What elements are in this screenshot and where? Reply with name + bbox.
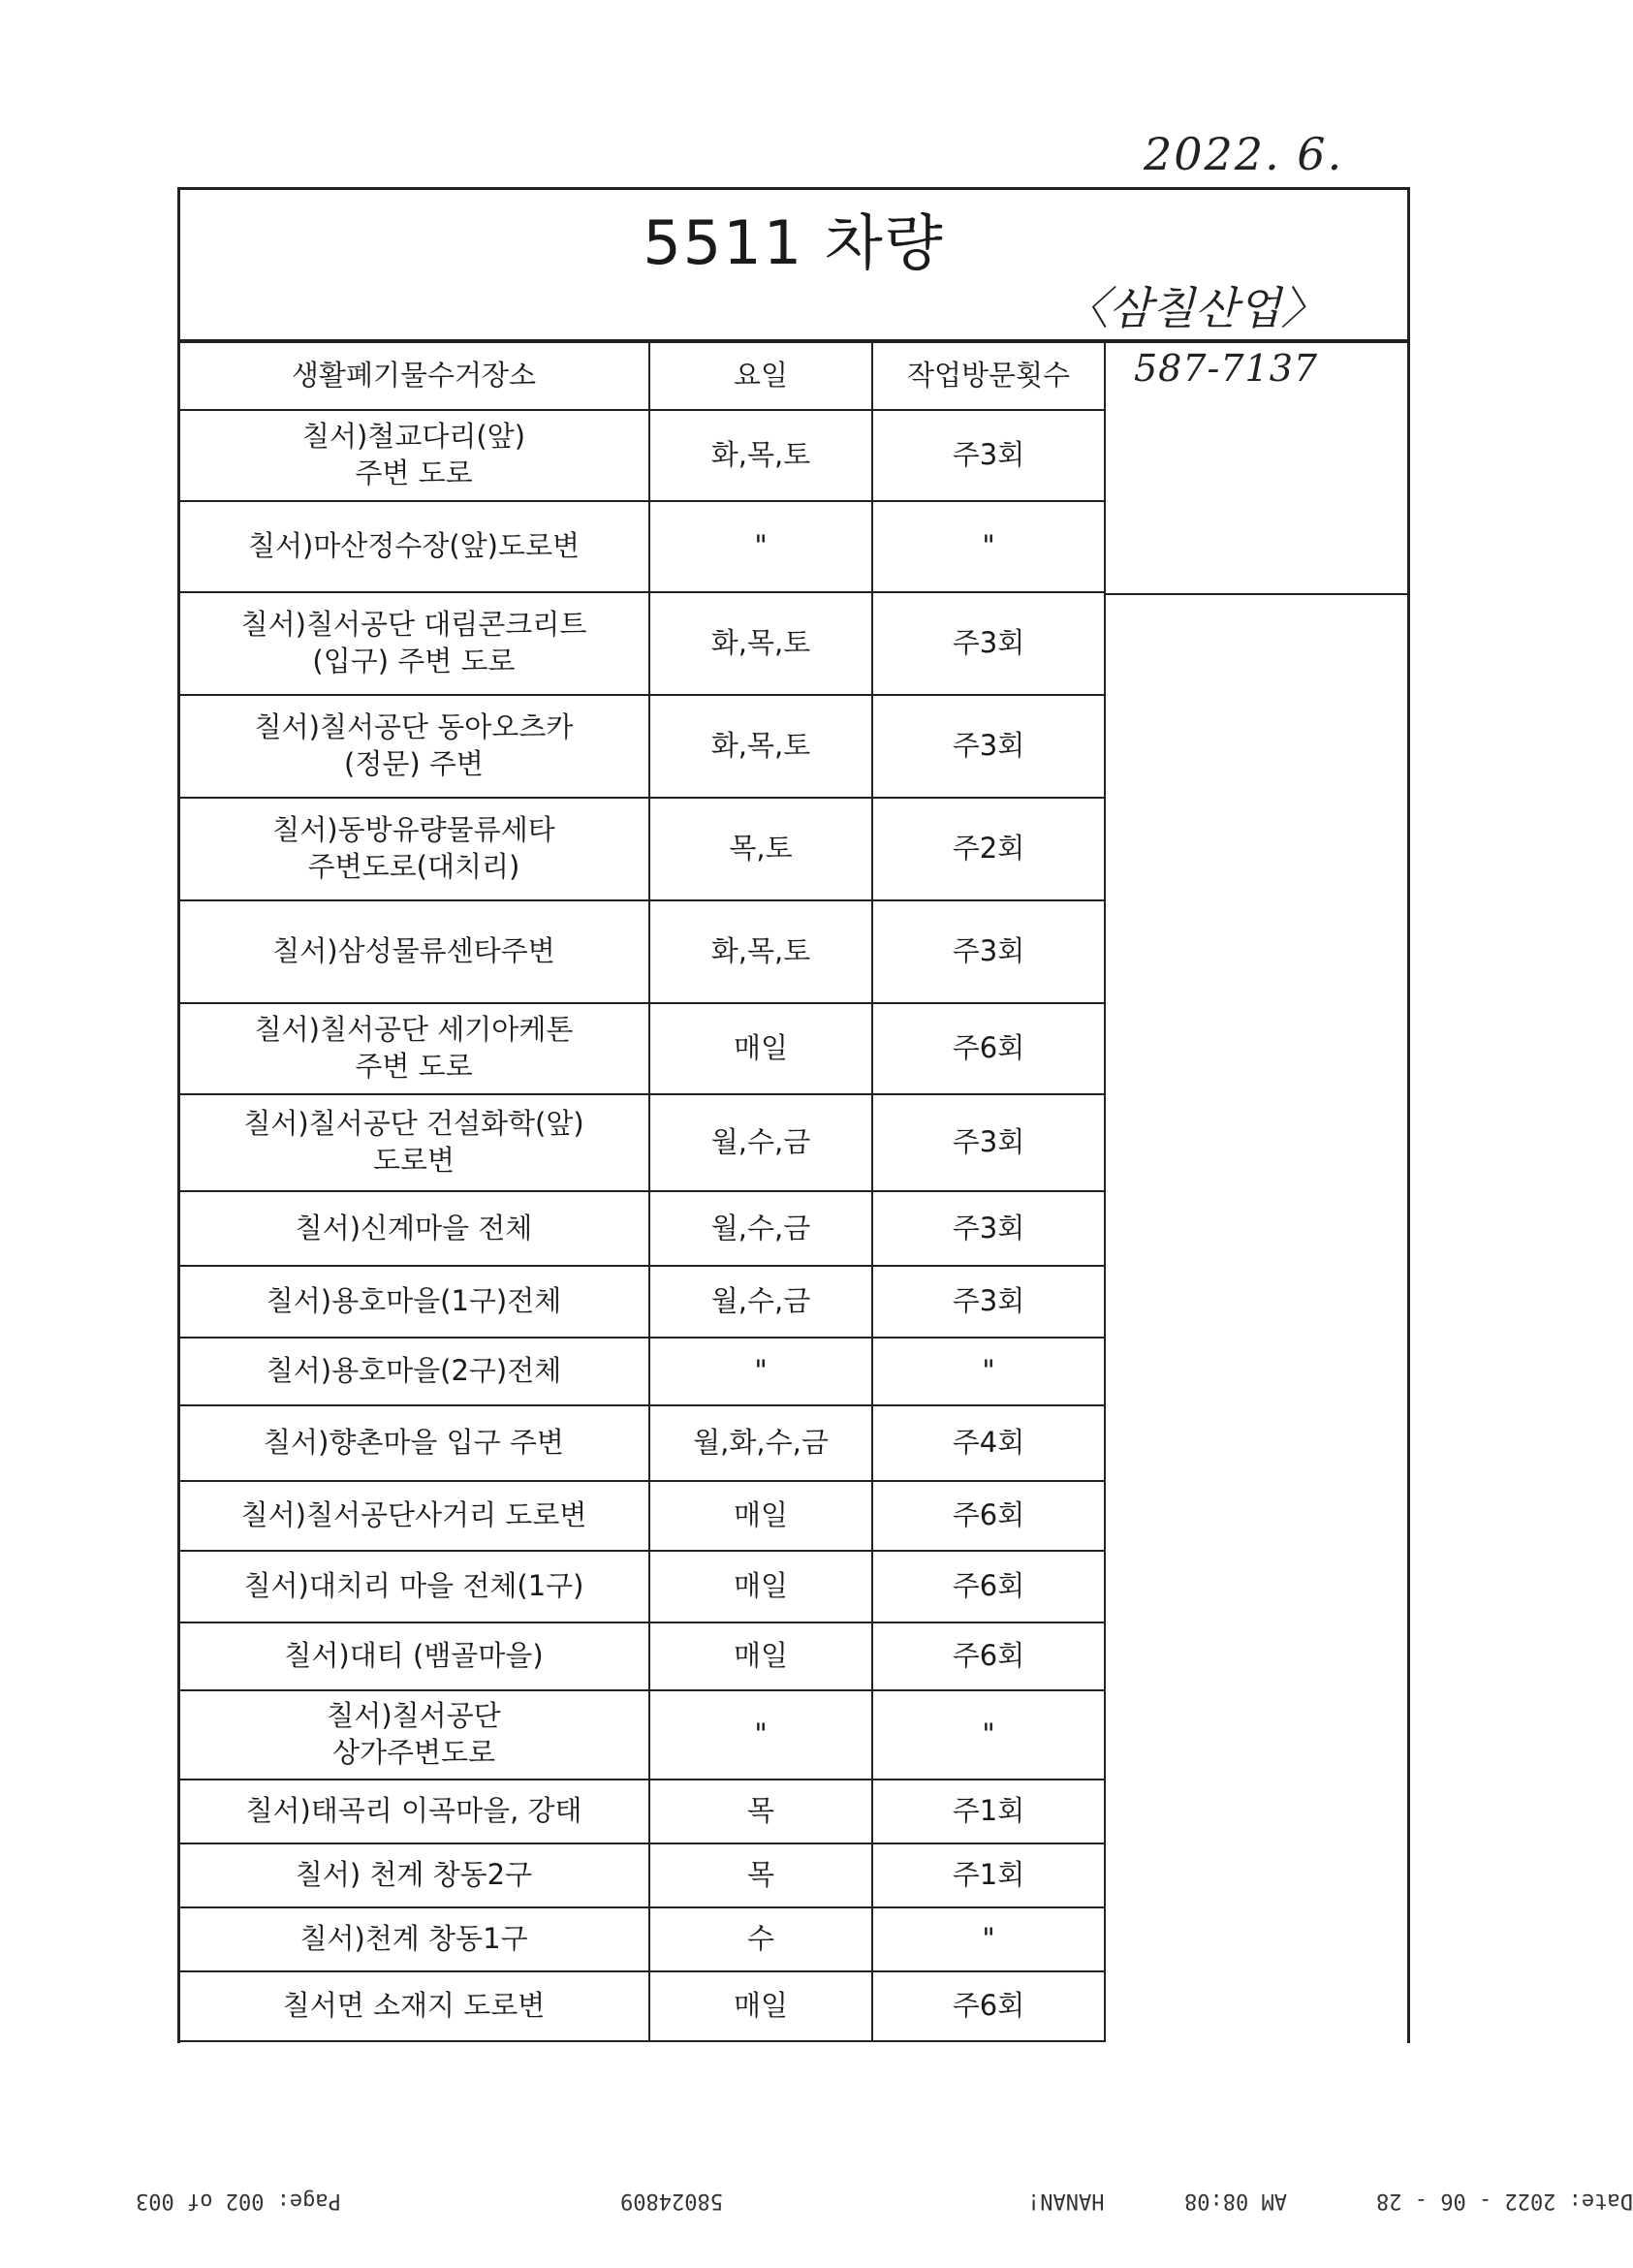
cell-visits: 주6회 — [872, 1971, 1105, 2041]
table-row — [178, 1551, 1105, 1622]
cell-location: 칠서)마산정수장(앞)도로변 — [178, 501, 649, 592]
cell-visits: 주4회 — [872, 1405, 1105, 1481]
table-row — [178, 900, 1105, 1003]
table-row — [178, 410, 1105, 501]
cell-visits: 주3회 — [872, 900, 1105, 1003]
cell-days: 매일 — [649, 1622, 872, 1690]
cell-days: 매일 — [649, 1551, 872, 1622]
header-days: 요일 — [649, 342, 872, 410]
cell-visits: " — [872, 1338, 1105, 1405]
table-row — [178, 1191, 1105, 1266]
cell-location: 칠서)태곡리 이곡마을, 강태 — [178, 1780, 649, 1843]
cell-days: 월,화,수,금 — [649, 1405, 872, 1481]
cell-location: 칠서)삼성물류센타주변 — [178, 900, 649, 1003]
cell-days: " — [649, 1690, 872, 1780]
cell-visits: 주3회 — [872, 1266, 1105, 1338]
cell-location: 칠서)철교다리(앞) 주변 도로 — [178, 410, 649, 501]
table-row — [178, 1094, 1105, 1191]
cell-days: 화,목,토 — [649, 592, 872, 695]
cell-days: 수 — [649, 1907, 872, 1971]
cell-days: 월,수,금 — [649, 1094, 872, 1191]
header-visits: 작업방문횟수 — [872, 342, 1105, 410]
cell-days: 화,목,토 — [649, 695, 872, 798]
handwritten-company-name: 〈삼칠산업〉 — [1064, 282, 1326, 334]
cell-location: 칠서)칠서공단 대림콘크리트 (입구) 주변 도로 — [178, 592, 649, 695]
table-row — [178, 1690, 1105, 1780]
table-row — [178, 1338, 1105, 1405]
footer-document-number: 58024809 — [620, 2189, 723, 2213]
cell-location: 칠서)대티 (뱀골마을) — [178, 1622, 649, 1690]
cell-days: 목 — [649, 1780, 872, 1843]
side-note-box — [1104, 341, 1410, 595]
cell-days: 월,수,금 — [649, 1191, 872, 1266]
table-row — [178, 1481, 1105, 1551]
cell-visits: 주3회 — [872, 592, 1105, 695]
cell-days: 목,토 — [649, 798, 872, 900]
table-row — [178, 798, 1105, 900]
cell-location: 칠서)신계마을 전체 — [178, 1191, 649, 1266]
cell-location: 칠서)칠서공단 건설화학(앞) 도로변 — [178, 1094, 649, 1191]
table-header-row — [178, 342, 1105, 410]
cell-visits: 주6회 — [872, 1551, 1105, 1622]
cell-days: 화,목,토 — [649, 410, 872, 501]
table-row — [178, 1907, 1105, 1971]
table-row — [178, 501, 1105, 592]
cell-location: 칠서면 소재지 도로변 — [178, 1971, 649, 2041]
table-row — [178, 1003, 1105, 1094]
cell-location: 칠서)대치리 마을 전체(1구) — [178, 1551, 649, 1622]
page-title: 5511 차량 — [643, 207, 945, 279]
cell-days: 목 — [649, 1843, 872, 1907]
footer-date: Date: 2022 - 06 - 28 — [1376, 2189, 1633, 2213]
cell-visits: 주2회 — [872, 798, 1105, 900]
collection-schedule-table — [177, 341, 1106, 2042]
cell-location: 칠서)칠서공단 세기아케톤 주변 도로 — [178, 1003, 649, 1094]
table-row — [178, 1266, 1105, 1338]
cell-days: " — [649, 1338, 872, 1405]
cell-location: 칠서)천계 창동1구 — [178, 1907, 649, 1971]
cell-visits: 주3회 — [872, 695, 1105, 798]
table-row — [178, 1405, 1105, 1481]
cell-visits: 주3회 — [872, 1191, 1105, 1266]
table-row — [178, 1780, 1105, 1843]
cell-visits: 주1회 — [872, 1780, 1105, 1843]
table-row — [178, 1622, 1105, 1690]
cell-location: 칠서)칠서공단 동아오츠카 (정문) 주변 — [178, 695, 649, 798]
cell-days: 월,수,금 — [649, 1266, 872, 1338]
cell-days: 화,목,토 — [649, 900, 872, 1003]
cell-location: 칠서)향촌마을 입구 주변 — [178, 1405, 649, 1481]
cell-days: 매일 — [649, 1003, 872, 1094]
table-row — [178, 695, 1105, 798]
handwritten-date: 2022. 6. — [1144, 128, 1344, 180]
cell-visits: 주3회 — [872, 410, 1105, 501]
cell-visits: 주6회 — [872, 1622, 1105, 1690]
cell-visits: " — [872, 1907, 1105, 1971]
footer-page-number: Page: 002 of 003 — [136, 2189, 341, 2213]
cell-location: 칠서)칠서공단사거리 도로변 — [178, 1481, 649, 1551]
cell-location: 칠서)용호마을(2구)전체 — [178, 1338, 649, 1405]
cell-days: 매일 — [649, 1971, 872, 2041]
footer-sender-name: HANAN! — [1027, 2189, 1105, 2213]
table-row — [178, 1971, 1105, 2041]
cell-visits: 주6회 — [872, 1481, 1105, 1551]
cell-visits: 주3회 — [872, 1094, 1105, 1191]
cell-visits: 주1회 — [872, 1843, 1105, 1907]
cell-location: 칠서)동방유량물류세타 주변도로(대치리) — [178, 798, 649, 900]
header-location: 생활폐기물수거장소 — [178, 342, 649, 410]
cell-visits: " — [872, 1690, 1105, 1780]
cell-days: 매일 — [649, 1481, 872, 1551]
cell-location: 칠서)칠서공단 상가주변도로 — [178, 1690, 649, 1780]
cell-visits: 주6회 — [872, 1003, 1105, 1094]
cell-location: 칠서) 천계 창동2구 — [178, 1843, 649, 1907]
cell-location: 칠서)용호마을(1구)전체 — [178, 1266, 649, 1338]
handwritten-phone-number: 587-7137 — [1134, 347, 1319, 390]
cell-visits: " — [872, 501, 1105, 592]
footer-time: AM 08:08 — [1184, 2189, 1287, 2213]
cell-days: " — [649, 501, 872, 592]
table-row — [178, 1843, 1105, 1907]
table-row — [178, 592, 1105, 695]
